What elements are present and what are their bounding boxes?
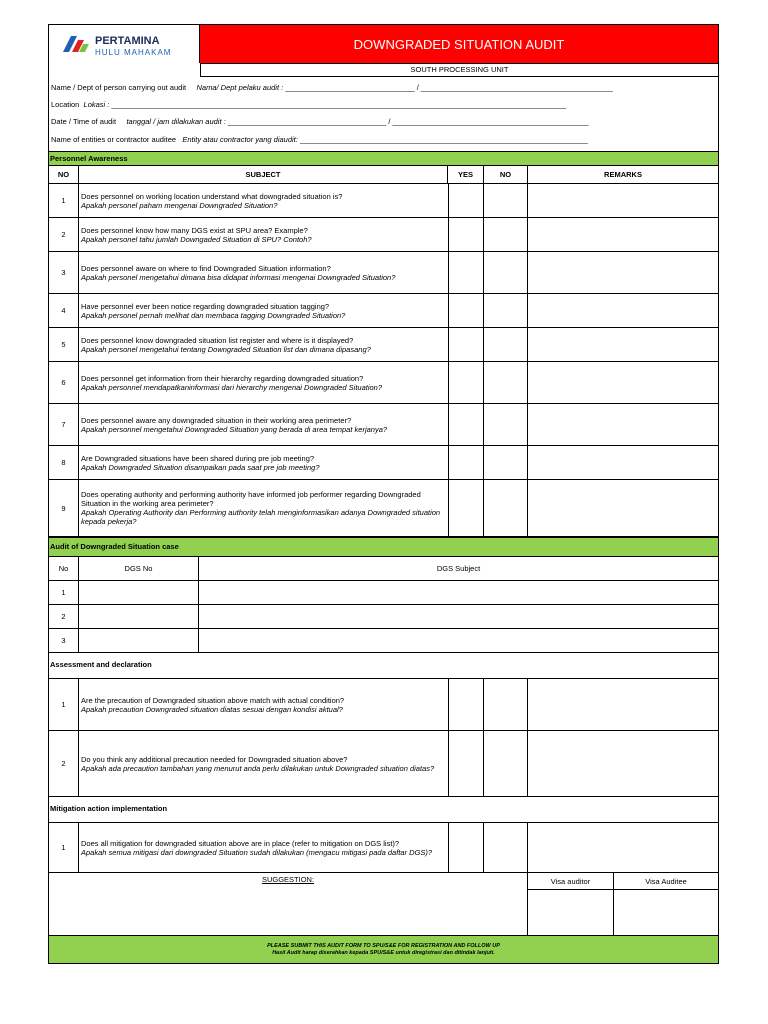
assessment-question-row	[49, 731, 718, 797]
awareness-question-row	[49, 218, 718, 252]
yes-checkbox-cell[interactable]	[449, 731, 484, 796]
dgs-row	[49, 581, 718, 605]
awareness-question-row	[49, 294, 718, 328]
question-number: 1	[49, 184, 79, 217]
submission-note: PLEASE SUBMIT THIS AUDIT FORM TO SPU/S&E FOR REGISTRATION AND FOLLOW UP Hasil Audit harap diserahkan kepada SPU/S&E untuk diregistrasi dan ditindak lanjuti.	[49, 936, 718, 963]
yes-checkbox-cell[interactable]	[449, 294, 484, 327]
mitigation-question-row	[49, 823, 718, 873]
yes-checkbox-cell[interactable]	[449, 328, 484, 361]
assessment-question-row	[49, 679, 718, 731]
suggestion-label: SUGGESTION:	[261, 875, 315, 884]
info-block	[49, 77, 718, 151]
section1-header-row: NO SUBJECT YES NO REMARKS	[49, 166, 718, 184]
section-personnel-awareness: Personnel Awareness	[49, 151, 718, 166]
logo	[49, 25, 200, 63]
awareness-question-row	[49, 362, 718, 404]
remarks-cell[interactable]	[528, 404, 718, 445]
dgs-number-input[interactable]	[79, 629, 199, 652]
yes-checkbox-cell[interactable]	[449, 252, 484, 293]
section-dgs-audit: Audit of Downgraded Situation case	[49, 537, 718, 557]
dgs-row-number: 1	[49, 581, 79, 604]
dgs-subject-input[interactable]	[199, 629, 718, 652]
dgs-row	[49, 629, 718, 653]
section2-header-row: No DGS No DGS Subject	[49, 557, 718, 581]
yes-checkbox-cell[interactable]	[449, 184, 484, 217]
awareness-question-row	[49, 480, 718, 537]
yes-checkbox-cell[interactable]	[449, 679, 484, 730]
question-text: Does personnel get information from their hierarchy regarding downgraded situation? Apakah personnel mendapatkaninformasi dari hierarchy mengenai Downgraded Situation?	[81, 373, 383, 392]
date-line[interactable]: Date / Time of audit tanggal / jam dilakukan audit : ______________________________________ / _______________________________________________	[51, 117, 589, 126]
unit-label: SOUTH PROCESSING UNIT	[200, 63, 718, 77]
question-text: Have personnel ever been notice regarding downgraded situation tagging? Apakah personel pernah melihat dan membaca tagging Downgraded Situation?	[81, 301, 346, 320]
question-text: Does operating authority and performing authority have informed job performer regarding Downgraded Situation in the working area perimeter? Apakah Operating Authority dan Performing authority telah menginformasikan adanya Downgraded situation kepada pekerja?	[81, 490, 441, 526]
question-number: 2	[49, 731, 79, 796]
yes-checkbox-cell[interactable]	[449, 446, 484, 479]
remarks-cell[interactable]	[528, 218, 718, 251]
visa-auditor-box[interactable]	[528, 873, 614, 935]
dgs-row	[49, 605, 718, 629]
section-mitigation: Mitigation action implementation	[49, 797, 718, 823]
title-bar	[200, 25, 718, 64]
no-checkbox-cell[interactable]	[484, 252, 528, 293]
remarks-cell[interactable]	[528, 446, 718, 479]
section-assessment: Assessment and declaration	[49, 653, 718, 679]
remarks-cell[interactable]	[528, 294, 718, 327]
no-checkbox-cell[interactable]	[484, 446, 528, 479]
remarks-cell[interactable]	[528, 362, 718, 403]
no-checkbox-cell[interactable]	[484, 328, 528, 361]
no-checkbox-cell[interactable]	[484, 823, 528, 872]
dgs-row-number: 2	[49, 605, 79, 628]
audit-form	[48, 24, 719, 964]
yes-checkbox-cell[interactable]	[449, 362, 484, 403]
question-number: 1	[49, 679, 79, 730]
question-text: Does all mitigation for downgraded situation above are in place (refer to mitigation on DGS list)? Apakah semua mitigasi dari downgraded Situation sudah dilakukan (mengacu mitigasi pada daftar DGS)?	[81, 838, 433, 857]
question-number: 9	[49, 480, 79, 536]
question-text: Are the precaution of Downgraded situation above match with actual condition? Apakah precaution Downgraded situation diatas sesuai dengan kondisi aktual?	[81, 695, 345, 714]
question-number: 1	[49, 823, 79, 872]
visa-auditee-box[interactable]	[614, 873, 718, 935]
dgs-subject-input[interactable]	[199, 581, 718, 604]
no-checkbox-cell[interactable]	[484, 480, 528, 536]
question-text: Does personnel know downgraded situation list register and where is it displayed? Apakah personel mengetahui tentang Downgraded Situation list dan dimana dipasang?	[81, 335, 371, 354]
remarks-cell[interactable]	[528, 184, 718, 217]
visa-auditor-label: Visa auditor	[528, 873, 613, 890]
remarks-cell[interactable]	[528, 480, 718, 536]
awareness-question-row	[49, 446, 718, 480]
location-line[interactable]: Location Lokasi : _____________________________________________________________________________________________________________	[51, 100, 567, 109]
no-checkbox-cell[interactable]	[484, 731, 528, 796]
no-checkbox-cell[interactable]	[484, 679, 528, 730]
dgs-number-input[interactable]	[79, 605, 199, 628]
no-checkbox-cell[interactable]	[484, 362, 528, 403]
remarks-cell[interactable]	[528, 679, 718, 730]
remarks-cell[interactable]	[528, 328, 718, 361]
entity-line[interactable]: Name of entities or contractor auditee Entity atau contractor yang diaudit: _____________________________________________________________________	[51, 135, 588, 144]
yes-checkbox-cell[interactable]	[449, 480, 484, 536]
dgs-subject-input[interactable]	[199, 605, 718, 628]
remarks-cell[interactable]	[528, 823, 718, 872]
question-number: 8	[49, 446, 79, 479]
yes-checkbox-cell[interactable]	[449, 404, 484, 445]
suggestion-box[interactable]	[49, 873, 528, 935]
remarks-cell[interactable]	[528, 252, 718, 293]
dgs-number-input[interactable]	[79, 581, 199, 604]
awareness-question-row	[49, 328, 718, 362]
question-number: 4	[49, 294, 79, 327]
question-number: 2	[49, 218, 79, 251]
pertamina-logo-icon	[61, 32, 95, 56]
no-checkbox-cell[interactable]	[484, 184, 528, 217]
question-number: 3	[49, 252, 79, 293]
no-checkbox-cell[interactable]	[484, 404, 528, 445]
name-line[interactable]: Name / Dept of person carrying out audit Nama/ Dept pelaku audit : _______________________________ / ______________________________________________	[51, 83, 613, 92]
question-text: Does personnel aware on where to find Downgraded Situation information? Apakah personel mengetahui dimana bisa didapat informasi mengenai Downgraded Situation?	[81, 263, 396, 282]
yes-checkbox-cell[interactable]	[449, 218, 484, 251]
brand-name: PERTAMINA	[95, 35, 160, 47]
no-checkbox-cell[interactable]	[484, 218, 528, 251]
question-text: Are Downgraded situations have been shared during pre job meeting? Apakah Downgraded Situation disampaikan pada saat pre job meeting?	[81, 453, 320, 472]
question-text: Do you think any additional precaution needed for Downgraded situation above? Apakah ada precaution tambahan yang menurut anda perlu dilakukan untuk Downgraded situation diatas?	[81, 754, 435, 773]
page-title: DOWNGRADED SITUATION AUDIT	[353, 36, 565, 52]
suggestion-row	[49, 873, 718, 936]
brand-sub: HULU MAHAKAM	[95, 48, 172, 57]
question-number: 7	[49, 404, 79, 445]
form-header	[49, 25, 718, 63]
yes-checkbox-cell[interactable]	[449, 823, 484, 872]
no-checkbox-cell[interactable]	[484, 294, 528, 327]
awareness-question-row	[49, 184, 718, 218]
question-text: Does personnel on working location understand what downgraded situation is? Apakah personel paham mengenai Downgraded Situation?	[81, 191, 343, 210]
question-text: Does personnel know how many DGS exist at SPU area? Example? Apakah personel tahu jumlah Downgaded Situation di SPU? Contoh?	[81, 225, 312, 244]
question-text: Does personnel aware any downgraded situation in their working area perimeter? Apakah personnel mengetahui Downgraded Situation yang berada di area tempat kerjanya?	[81, 415, 388, 434]
question-number: 6	[49, 362, 79, 403]
dgs-row-number: 3	[49, 629, 79, 652]
awareness-question-row	[49, 404, 718, 446]
question-number: 5	[49, 328, 79, 361]
awareness-question-row	[49, 252, 718, 294]
visa-auditee-label: Visa Auditee	[614, 873, 718, 890]
remarks-cell[interactable]	[528, 731, 718, 796]
